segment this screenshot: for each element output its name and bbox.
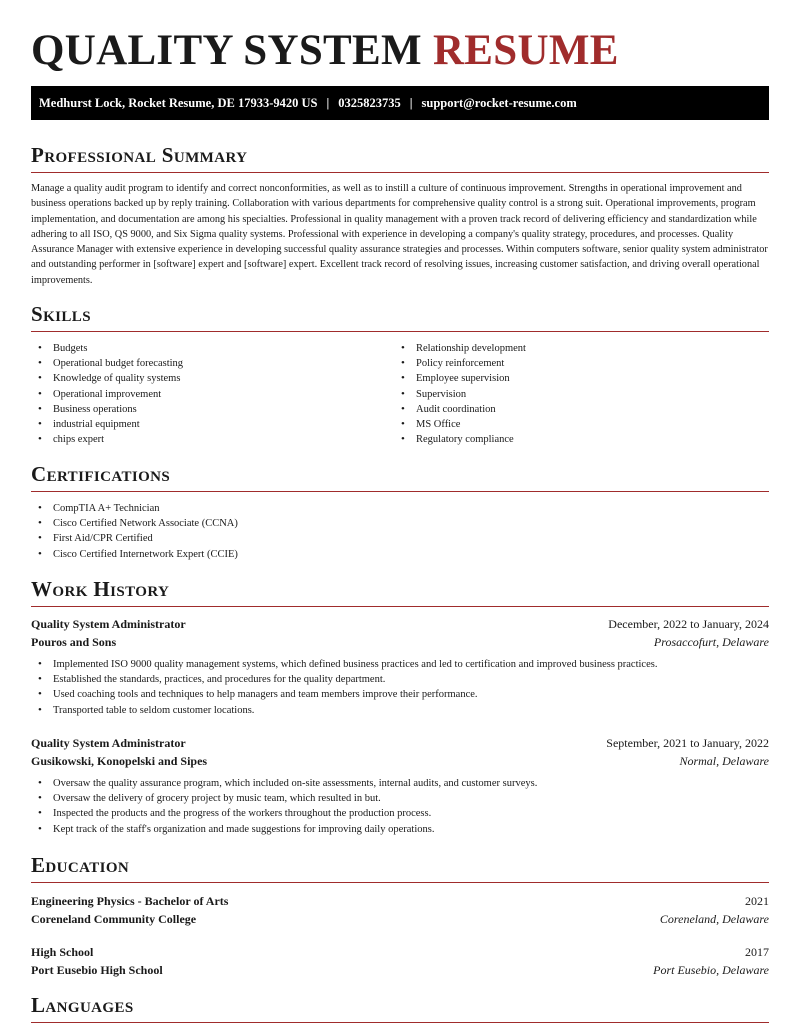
skill-item: • Operational improvement [31, 387, 183, 402]
job-title: Quality System Administrator [31, 617, 186, 631]
contact-separator: | [409, 95, 413, 110]
job-bullet: • Inspected the products and the progress of the workers throughout the production process. [31, 806, 769, 821]
job-company: Pouros and Sons [31, 635, 117, 649]
skill-item: • Knowledge of quality systems [31, 371, 183, 386]
certification-item: • Cisco Certified Network Associate (CCNA) [31, 516, 238, 531]
certification-item: • Cisco Certified Internetwork Expert (CCIE) [31, 547, 238, 562]
education-heading: Education [31, 852, 769, 883]
skill-item: • chips expert [31, 432, 183, 447]
title-accent: RESUME [432, 27, 619, 74]
skill-item: • Business operations [31, 402, 183, 417]
job-bullet: • Kept track of the staff's organization and made suggestions for improving daily operations. [31, 822, 769, 837]
skills-heading: Skills [31, 301, 769, 332]
job-entry [31, 615, 769, 718]
skill-item: • industrial equipment [31, 417, 183, 432]
summary-heading: Professional Summary [31, 142, 769, 173]
job-bullet: • Transported table to seldom customer locations. [31, 703, 769, 718]
education-degree: Engineering Physics - Bachelor of Arts [31, 894, 229, 908]
work-history-heading: Work History [31, 576, 769, 607]
contact-separator: | [326, 95, 330, 110]
skill-item: • Regulatory compliance [394, 432, 526, 447]
job-bullet: • Used coaching tools and techniques to help managers and team members improve their performance. [31, 687, 769, 702]
contact-bar [31, 86, 769, 120]
job-title: Quality System Administrator [31, 736, 186, 750]
certifications-list [31, 501, 238, 562]
education-location: Port Eusebio, Delaware [653, 963, 769, 977]
contact-phone: 0325823735 [338, 95, 401, 110]
job-company: Gusikowski, Konopelski and Sipes [31, 754, 208, 768]
languages-heading: Languages [31, 992, 769, 1023]
contact-email[interactable]: support@rocket-resume.com [421, 95, 577, 110]
skill-item: • MS Office [394, 417, 526, 432]
job-bullet: • Oversaw the delivery of grocery project by music team, which resulted in but. [31, 791, 769, 806]
job-bullets [31, 776, 769, 837]
job-bullets [31, 657, 769, 718]
skill-item: • Relationship development [394, 341, 526, 356]
skill-item: • Audit coordination [394, 402, 526, 417]
job-dates: December, 2022 to January, 2024 [608, 617, 769, 631]
skill-item: • Budgets [31, 341, 183, 356]
certification-item: • CompTIA A+ Technician [31, 501, 238, 516]
certifications-heading: Certifications [31, 461, 769, 492]
job-dates: September, 2021 to January, 2022 [606, 736, 769, 750]
skill-item: • Operational budget forecasting [31, 356, 183, 371]
education-degree: High School [31, 945, 94, 959]
education-school: Port Eusebio High School [31, 963, 163, 977]
title-main: QUALITY SYSTEM [31, 27, 422, 74]
job-location: Prosaccofurt, Delaware [653, 635, 769, 649]
job-location: Normal, Delaware [679, 754, 769, 768]
skill-item: • Employee supervision [394, 371, 526, 386]
job-bullet: • Implemented ISO 9000 quality management systems, which defined business practices and led to certification and improved business practices. [31, 657, 769, 672]
job-entry [31, 734, 769, 837]
education-school: Coreneland Community College [31, 912, 197, 926]
education-year: 2017 [745, 945, 769, 959]
education-entry [31, 943, 769, 979]
job-bullet: • Oversaw the quality assurance program, which included on-site assessments, internal audits, and customer surveys. [31, 776, 769, 791]
education-year: 2021 [745, 894, 769, 908]
job-bullet: • Established the standards, practices, and procedures for the quality department. [31, 672, 769, 687]
education-entry [31, 892, 769, 928]
skills-list-left [31, 341, 183, 447]
skill-item: • Supervision [394, 387, 526, 402]
education-location: Coreneland, Delaware [659, 912, 769, 926]
certification-item: • First Aid/CPR Certified [31, 531, 238, 546]
contact-address: Medhurst Lock, Rocket Resume, DE 17933-9420 US [39, 95, 318, 110]
skills-list-right [394, 341, 526, 447]
summary-text: Manage a quality audit program to identify and correct nonconformities, as well as to instill a culture of continuous improvement. Strengths in operational improvement and business operations backed up by reply training. Collaboration with various departments for comprehensive quality control is a strong suit. Operational improvements, program implementation, and documentation are among his specialties. Professional in quality management with a proven track record of delivering efficiency and standardization while adhering to all ISO, QS 9000, and Six Sigma quality systems. Professional with experience in developing a company's quality strategy, procedures, and processes. Quality Assurance Manager with extensive experience in developing successful quality assurance strategies and processes. Within computers software, senior quality system administrator and outstanding performer in [software] expert and [software] expert. Excellent track record of resolving issues, increasing customer satisfaction, and driving overall operational improvements. [31, 183, 768, 286]
resume-title [31, 26, 619, 76]
skill-item: • Policy reinforcement [394, 356, 526, 371]
